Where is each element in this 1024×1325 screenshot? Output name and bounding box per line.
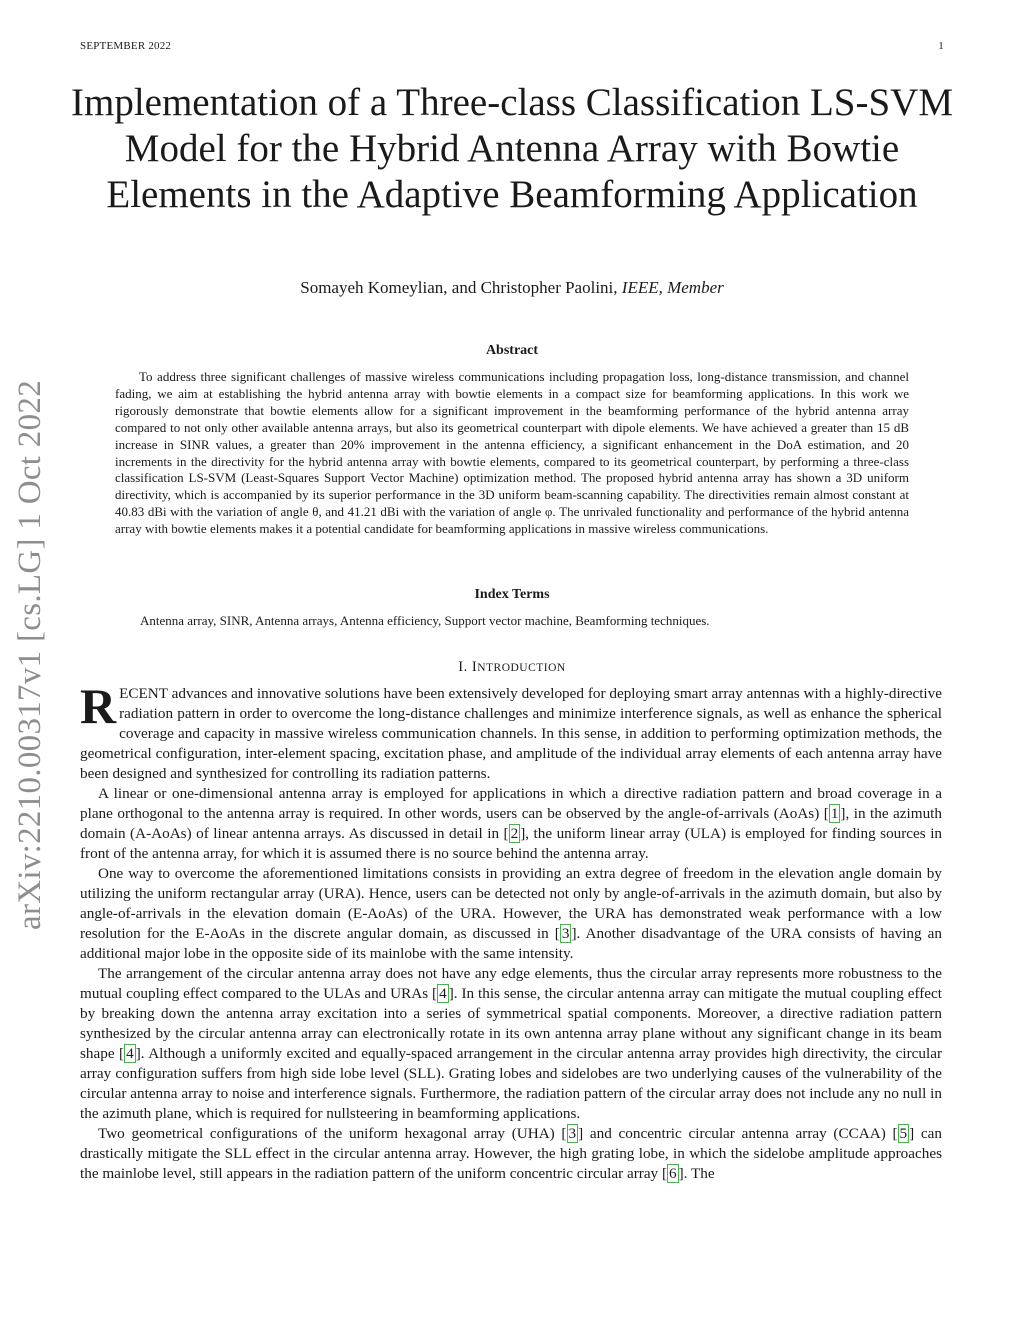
paragraph-3-text-a: One way to overcome the aforementioned limitations consists in providing an extra degree of freedom in the elevation angle domain by utilizing the uniform rectangular array (URA). Hence, users can be detected not only by angle-of-arrivals in the azimuth domain, but also by angle-of-arrivals in the elevation domain (E-AoAs) of the URA. However, the URA has demonstrated weak performance with a low resolution for the E-AoAs in the discrete angular domain, as discussed in [: [80, 865, 942, 942]
drop-cap: R: [80, 678, 117, 734]
paragraph-4-text-b: ]. In this sense, the circular antenna array can mitigate the mutual coupling effect by breaking down the antenna array excitation into a series of symmetrical spatial components. Moreover, a directive radiation pattern synthesized by the circular antenna array can electronically rotate in its own antenna array plane without any significant change in its beam shape [: [80, 985, 942, 1062]
paragraph-4: [80, 964, 942, 1124]
page-number: 1: [938, 40, 944, 52]
header-date: SEPTEMBER 2022: [80, 40, 172, 52]
author-affiliation: IEEE, Member: [621, 278, 724, 297]
paragraph-5-text-a: Two geometrical configurations of the uniform hexagonal array (UHA) [: [98, 1125, 567, 1142]
section-title-rest: NTRODUCTION: [477, 662, 566, 674]
citation-link[interactable]: 1: [830, 805, 839, 822]
abstract-heading: Abstract: [485, 343, 539, 358]
citation-link[interactable]: 3: [561, 925, 570, 942]
body-text: [80, 678, 943, 1184]
citation-link[interactable]: 4: [126, 1045, 134, 1062]
section-number: I.: [458, 659, 468, 675]
paragraph-1-text: advances and innovative solutions have been extensively developed for deploying smart array antennas with a highly-directive radiation pattern in order to overcome the long-distance challenges and minimize interference signals, as well as enhance the spherical coverage and capacity in massive wireless communication channels. In this sense, in addition to performing optimization methods, the geometrical configuration, inter-element spacing, excitation phase, and amplitude of the individual array elements of each antenna array have been designed and synthesized for controlling its radiation patterns.: [80, 685, 942, 782]
paper-title: Implementation of a Three-class Classification LS-SVM Model for the Hybrid Antenna Array with Bowtie Elements in the Adaptive Beamforming Application: [71, 81, 953, 216]
paragraph-4-text-a: The arrangement of the circular antenna array does not have any edge elements, thus the circular array represents more robustness to the mutual coupling effect compared to the ULAs and URAs [: [80, 965, 942, 1002]
author-line: [80, 278, 944, 298]
citation-link[interactable]: 5: [899, 1125, 908, 1142]
citation-link[interactable]: 4: [439, 985, 447, 1002]
section-initial: I: [471, 659, 478, 675]
paragraph-2-text-a: A linear or one-dimensional antenna array is employed for applications in which a directive radiation pattern and broad coverage in a plane orthogonal to the antenna array is required. In other words, users can be observed by the angle-of-arrivals (AoAs) [: [80, 785, 942, 822]
paragraph-5-text-d: ]. The: [678, 1165, 715, 1182]
abstract-text: To address three significant challenges of massive wireless communications including propagation loss, long-distance transmission, and channel fading, we aim at establishing the hybrid antenna array with bowtie elements in a compact size for beamforming applications. In this work we rigorously demonstrate that bowtie elements allow for a significant improvement in the beamforming performance of the hybrid antenna array compared to not only other available antenna arrays, but also its geometrical counterpart with dipole elements. We have achieved a greater than 15 dB increase in SINR values, a greater than 20% improvement in the antenna efficiency, a significant enhancement in the DoA estimation, and 20 increments in the directivity for the hybrid antenna array with bowtie elements, compared to its geometrical counterpart, by performing a three-class classification LS-SVM (Least-Squares Support Vector Machine) optimization method. The proposed hybrid antenna array has shown a 3D uniform directivity, which is accompanied by its superior performance in the 3D uniform beam-scanning capability. The directivities remain almost constant at 40.83 dBi with the variation of angle θ, and 41.21 dBi with the variation of angle φ. The unrivaled functionality and performance of the hybrid antenna array with bowtie elements makes it a potential candidate for beamforming applications in massive wireless communications.: [115, 369, 909, 537]
section-heading: [80, 659, 944, 676]
paragraph-2-text-c: ], the uniform linear array (ULA) is employed for finding sources in front of the antenna array, for which it is assumed there is no source behind the antenna array.: [80, 825, 943, 862]
lead-word: ECENT: [119, 685, 168, 702]
paragraph-3-text-b: ]. Another disadvantage of the URA consists of having an additional major lobe in the opposite side of its mainlobe with the same intensity.: [80, 925, 943, 962]
citation-link[interactable]: 2: [510, 825, 519, 842]
paragraph-2: [80, 784, 942, 864]
index-terms-heading: Index Terms: [474, 587, 550, 602]
paragraph-5-text-b: ] and concentric circular antenna array (CCAA) [: [578, 1125, 898, 1142]
citation-link[interactable]: 3: [568, 1125, 577, 1142]
arxiv-stamp: arXiv:2210.00317v1 [cs.LG] 1 Oct 2022: [12, 379, 48, 930]
page-header: [80, 40, 944, 56]
paragraph-4-text-c: ]. Although a uniformly excited and equally-spaced arrangement in the circular antenna array provides high directivity, the circular array configuration suffers from high side lobe level (SLL). Grating lobes and sidelobes are two underlying causes of the vulnerability of the circular antenna array to noise and interference signals. Furthermore, the radiation pattern of the circular array does not include any no null in the azimuth plane, which is required for nullsteering in beamforming applications.: [80, 1045, 942, 1122]
index-terms-text: Antenna array, SINR, Antenna arrays, Antenna efficiency, Support vector machine, Beamforming techniques.: [140, 613, 710, 628]
author-names: Somayeh Komeylian, and Christopher Paolini,: [300, 278, 618, 297]
paragraph-2-text-b: ], in the azimuth domain (A-AoAs) of linear antenna arrays. As discussed in detail in [: [80, 805, 942, 842]
paragraph-5-text-c: ] can drastically mitigate the SLL effect in the circular antenna array. However, the high grating lobe, in which the sidelobe amplitude approaches the mainlobe level, still appears in the radiation pattern of the uniform concentric circular array [: [80, 1125, 942, 1182]
paragraph-5: [80, 1124, 942, 1184]
paragraph-1: [80, 678, 942, 784]
paragraph-3: [80, 864, 942, 964]
citation-link[interactable]: 6: [669, 1165, 677, 1182]
